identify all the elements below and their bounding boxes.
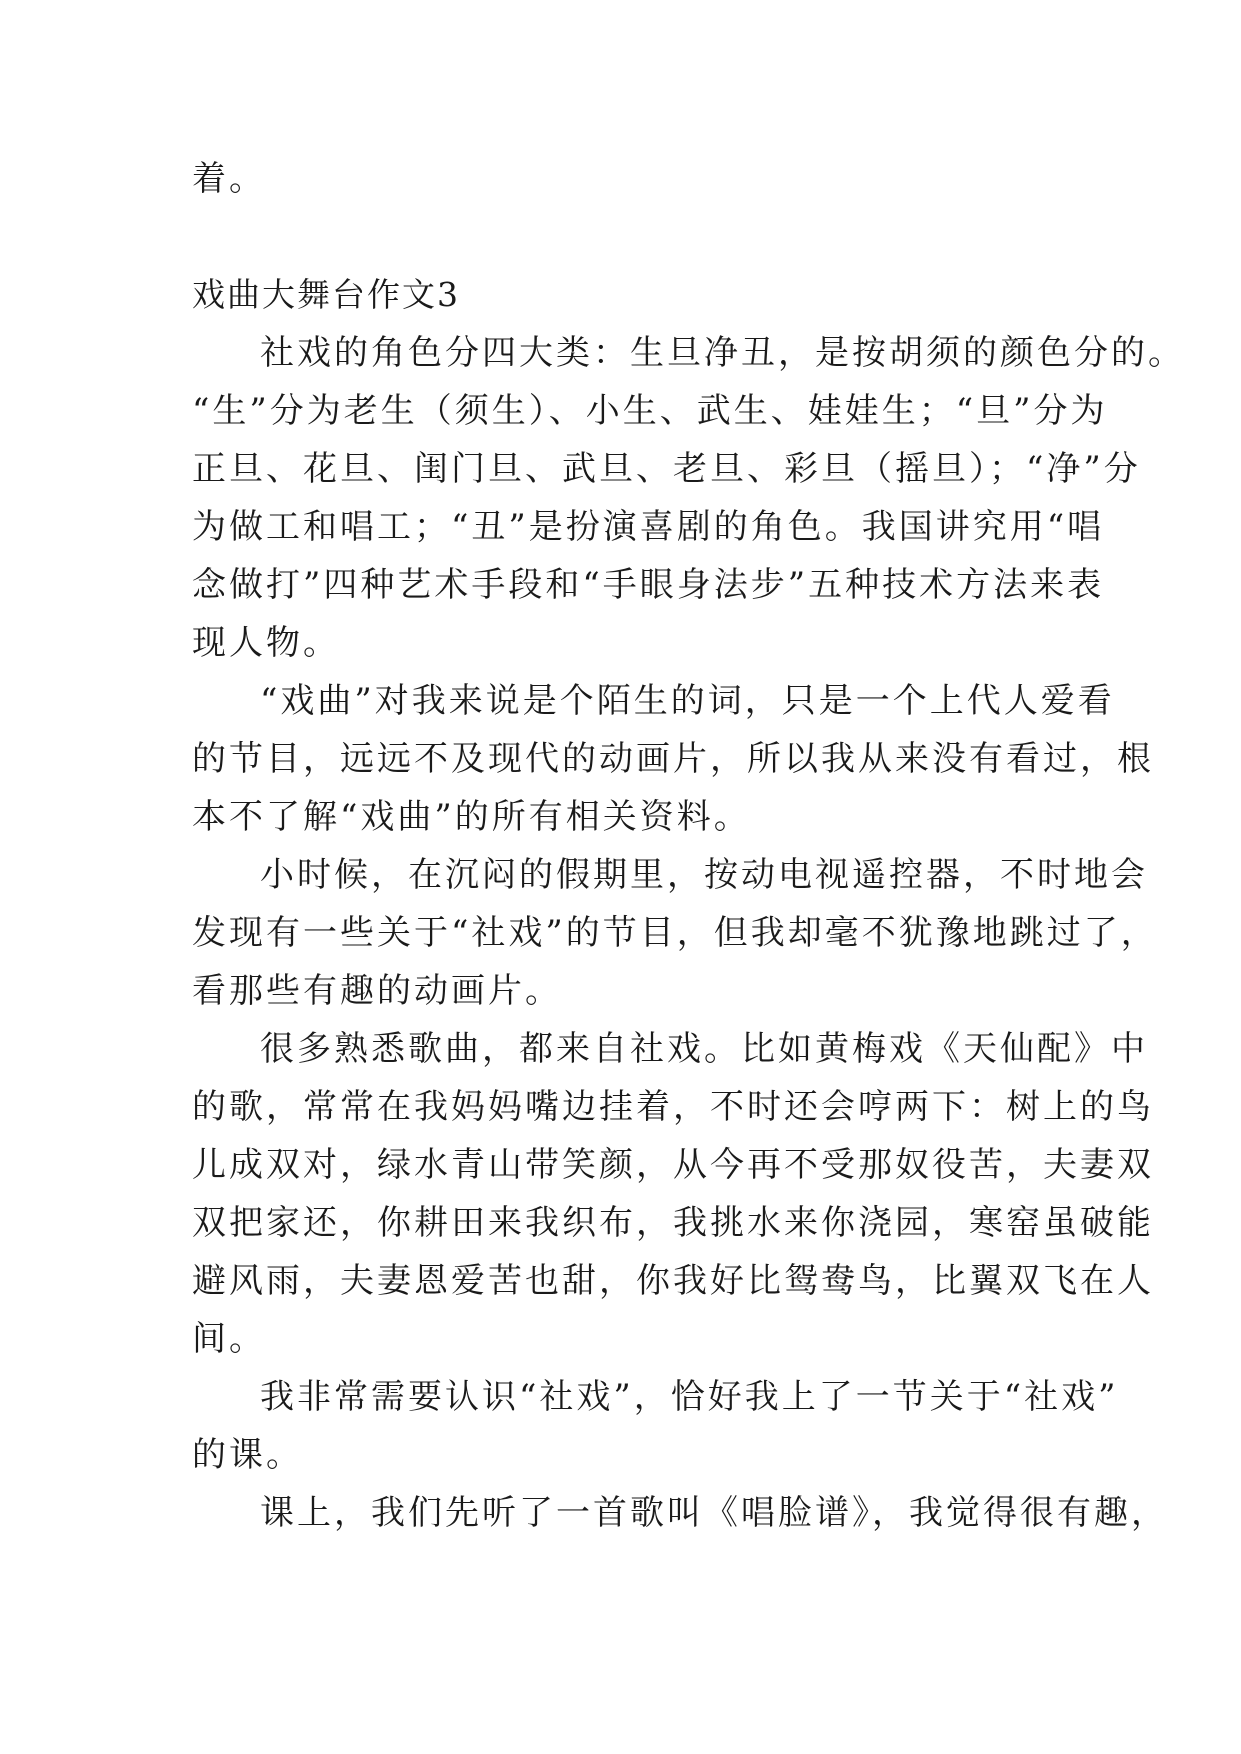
paragraph-class xyxy=(192,1484,1168,1542)
paragraph-line: “戏曲”对我来说是个陌生的词，只是一个上代人爱看 xyxy=(260,681,1115,721)
paragraph-unfamiliar xyxy=(192,672,1154,846)
continuation-line: 着。 xyxy=(192,159,266,199)
paragraph-line: 现人物。 xyxy=(192,623,340,663)
paragraph-line: 念做打”四种艺术手段和“手眼身法步”五种技术方法来表 xyxy=(192,565,1105,605)
paragraph-line: 课上，我们先听了一首歌叫《唱脸谱》，我觉得很有趣， xyxy=(260,1493,1168,1533)
paragraph-songs xyxy=(192,1020,1154,1368)
paragraph-line: 小时候，在沉闷的假期里，按动电视遥控器，不时地会 xyxy=(260,855,1148,895)
paragraph-roles xyxy=(192,324,1185,672)
paragraph-childhood xyxy=(192,846,1158,1020)
document-page xyxy=(192,150,1185,1542)
paragraph-line: 我非常需要认识“社戏”，恰好我上了一节关于“社戏” xyxy=(260,1377,1119,1417)
paragraph-line: 避风雨，夫妻恩爱苦也甜，你我好比鸳鸯鸟，比翼双飞在人 xyxy=(192,1261,1154,1301)
paragraph-line: 间。 xyxy=(192,1319,266,1359)
section-title: 戏曲大舞台作文3 xyxy=(192,275,460,314)
paragraph-line: 发现有一些关于“社戏”的节目，但我却毫不犹豫地跳过了， xyxy=(192,913,1158,953)
paragraph-line: 的课。 xyxy=(192,1435,303,1475)
paragraph-lesson xyxy=(192,1368,1119,1484)
paragraph-line: 双把家还，你耕田来我织布，我挑水来你浇园，寒窑虽破能 xyxy=(192,1203,1154,1243)
paragraph-line: 很多熟悉歌曲，都来自社戏。比如黄梅戏《天仙配》中 xyxy=(260,1029,1148,1069)
paragraph-line: 的节目，远远不及现代的动画片，所以我从来没有看过，根 xyxy=(192,739,1154,779)
paragraph-line: 看那些有趣的动画片。 xyxy=(192,971,562,1011)
paragraph-line: 为做工和唱工；“丑”是扮演喜剧的角色。我国讲究用“唱 xyxy=(192,507,1105,547)
paragraph-line: 儿成双对，绿水青山带笑颜，从今再不受那奴役苦，夫妻双 xyxy=(192,1145,1154,1185)
paragraph-line: 本不了解“戏曲”的所有相关资料。 xyxy=(192,797,751,837)
paragraph-line: 的歌，常常在我妈妈嘴边挂着，不时还会哼两下：树上的鸟 xyxy=(192,1087,1154,1127)
paragraph-line: 社戏的角色分四大类：生旦净丑，是按胡须的颜色分的。 xyxy=(260,333,1185,373)
paragraph-line: 正旦、花旦、闺门旦、武旦、老旦、彩旦（摇旦）；“净”分 xyxy=(192,449,1141,489)
paragraph-line: “生”分为老生（须生）、小生、武生、娃娃生；“旦”分为 xyxy=(192,391,1108,431)
